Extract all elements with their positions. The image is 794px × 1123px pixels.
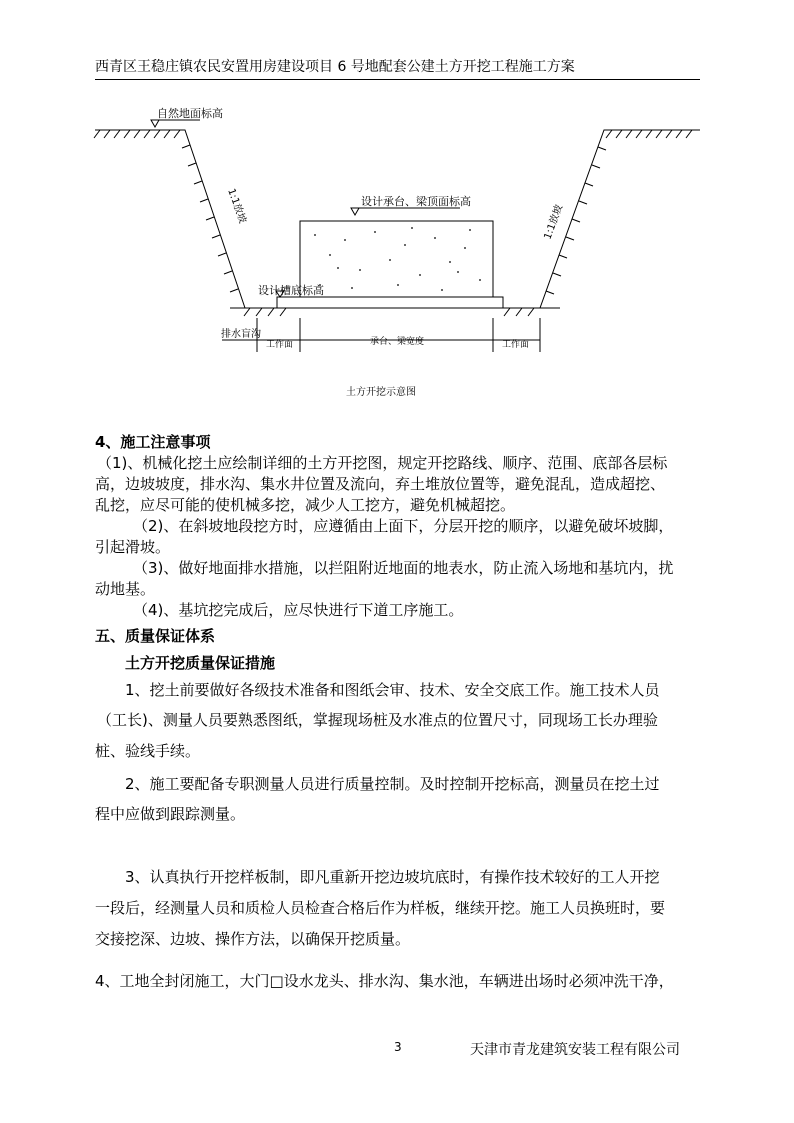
item2-line1: （2)、在斜坡地段挖方时，应遵循由上面下，分层开挖的顺序，以避免破坏坡脚， (133, 517, 674, 535)
p3-line2: 一段后，经测量人员和质检人员检查合格后作为样板，继续开挖。施工人员换班时，要 (95, 899, 666, 917)
header-title: 西青区王稳庄镇农民安置用房建设项目 6 号地配套公建土方开挖工程施工方案 (95, 59, 575, 75)
item1-line3: 乱挖，应尽可能的使机械多挖，减少人工挖方，避免机械超挖。 (95, 496, 516, 514)
page-number: 3 (394, 1040, 402, 1054)
p4-line1: 4、工地全封闭施工，大门□设水龙头、排水沟、集水池，车辆进出场时必须冲洗干净， (95, 972, 674, 990)
p1-line1: 1、挖土前要做好各级技术准备和图纸会审、技术、安全交底工作。施工技术人员 (125, 681, 660, 699)
item3-line1: （3)、做好地面排水措施，以拦阻附近地面的地表水，防止流入场地和基坑内，扰 (133, 559, 674, 577)
section4-title: 4、施工注意事项 (95, 433, 211, 451)
label-cap-top: 设计承台、梁顶面标高 (361, 195, 471, 208)
label-cap-width: 承台、梁宽度 (370, 337, 425, 347)
excavation-diagram (0, 95, 794, 410)
label-work-right: 工作面 (502, 340, 530, 350)
label-trench-bottom: 设计槽底标高 (258, 284, 324, 297)
item2-line2: 引起滑坡。 (95, 538, 171, 556)
item1-line2: 高，边坡坡度，排水沟、集水井位置及流向，弃土堆放位置等，避免混乱，造成超挖、 (95, 475, 666, 493)
p1-line2: （工长)、测量人员要熟悉图纸，掌握现场桩及水准点的位置尺寸，同现场工长办理验 (97, 711, 658, 729)
item1-line1: （1)、机械化挖土应绘制详细的土方开挖图，规定开挖路线、顺序、范围、底部各层标 (97, 454, 668, 472)
p2-line1: 2、施工要配备专职测量人员进行质量控制。及时控制开挖标高，测量员在挖土过 (125, 775, 660, 793)
cushion-layer (277, 297, 503, 308)
item3-line2: 动地基。 (95, 580, 156, 598)
p1-line3: 桩、验线手续。 (95, 742, 201, 760)
section5-title: 五、质量保证体系 (95, 627, 216, 645)
label-drain: 排水盲沟 (221, 329, 261, 340)
pile-cap (300, 221, 493, 297)
item4-line1: （4)、基坑挖完成后，应尽快进行下道工序施工。 (133, 601, 464, 619)
p3-line1: 3、认真执行开挖样板制，即凡重新开挖边坡坑底时，有操作技术较好的工人开挖 (125, 868, 660, 886)
p3-line3: 交接挖深、边坡、操作方法，以确保开挖质量。 (95, 930, 411, 948)
diagram-caption: 土方开挖示意图 (346, 387, 416, 398)
p2-line2: 程中应做到跟踪测量。 (95, 805, 246, 823)
label-natural-ground: 自然地面标高 (157, 107, 223, 120)
label-work-left: 工作面 (266, 340, 294, 350)
section5-subtitle: 土方开挖质量保证措施 (125, 654, 276, 672)
page-header (95, 58, 700, 80)
company-name: 天津市青龙建筑安装工程有限公司 (470, 1042, 680, 1058)
label-slope-left: 1:1放坡 (225, 187, 248, 225)
label-slope-right: 1:1放坡 (542, 203, 566, 242)
